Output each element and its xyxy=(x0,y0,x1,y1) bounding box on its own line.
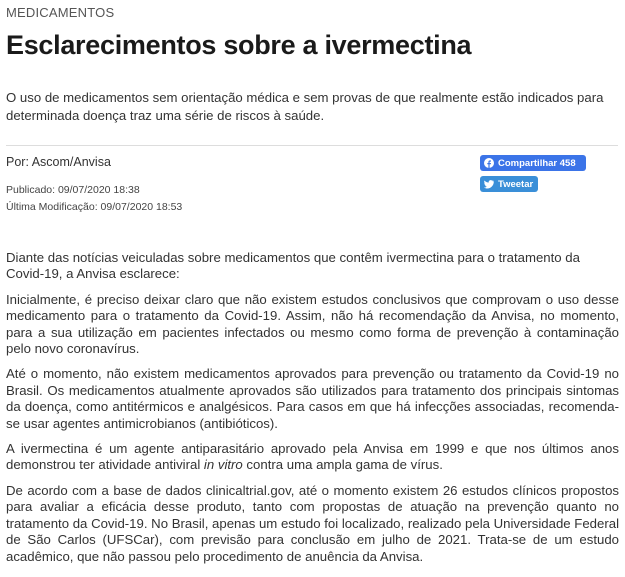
article-paragraph-4 xyxy=(6,441,619,474)
article-body xyxy=(6,250,619,574)
article-paragraph-2: Inicialmente, é preciso deixar claro que não existem estudos conclusivos que comprovam o uso desse medicamento para o tratamento da Covid-19. Assim, não há recomendação da Anvisa, no momento, para a sua utilização em pacientes infectados ou mesmo como forma de prevenção à contaminação pelo novo coronavírus. xyxy=(6,291,619,357)
article-paragraph-1: Diante das notícias veiculadas sobre medicamentos que contêm ivermectina para o tratamento da Covid-19, a Anvisa esclarece: xyxy=(6,250,580,282)
category-label[interactable]: MEDICAMENTOS xyxy=(6,5,115,20)
article-paragraph-3: Até o momento, não existem medicamentos aprovados para prevenção ou tratamento da Covid-19 no Brasil. Os medicamentos atualmente aprovados são utilizados para tratamento dos principais sintomas da doença, como antitérmicos e analgésicos. Para casos em que há infecções associadas, recomenda-se usar agentes antimicrobianos (antibióticos). xyxy=(6,366,619,431)
paragraph-4-text-start: A ivermectina é um agente antiparasitário aprovado pela Anvisa em 1999 e que nos últimos anos demonstrou ter atividade antiviral xyxy=(6,441,619,473)
header-divider xyxy=(6,145,618,146)
facebook-icon xyxy=(484,158,494,168)
facebook-share-label: Compartilhar 458 xyxy=(498,157,576,169)
paragraph-4-text-end: contra uma ampla gama de vírus. xyxy=(242,457,443,473)
author-byline: Por: Ascom/Anvisa xyxy=(6,155,111,169)
twitter-share-label: Tweetar xyxy=(498,178,534,190)
modified-date: Última Modificação: 09/07/2020 18:53 xyxy=(6,201,183,213)
in-vitro-italic: in vitro xyxy=(203,457,243,473)
twitter-icon xyxy=(484,179,494,189)
article-paragraph-5: De acordo com a base de dados clinicaltrial.gov, até o momento existem 26 estudos clínicos propostos para avaliar a eficácia desse produto, tanto com propostas de atuação na prevenção quanto no tratamento da Covid-19. No Brasil, apenas um estudo foi localizado, realizado pela Universidade Federal de São Carlos (UFSCar), com previsão para conclusão em julho de 2021. Trata-se de um estudo acadêmico, que não passou pelo procedimento de anuência da Anvisa. xyxy=(6,482,619,564)
facebook-share-button[interactable] xyxy=(480,155,586,171)
lead-paragraph: O uso de medicamentos sem orientação médica e sem provas de que realmente estão indicados para determinada doença traz uma série de riscos à saúde. xyxy=(6,90,604,123)
published-date: Publicado: 09/07/2020 18:38 xyxy=(6,184,140,196)
page-title: Esclarecimentos sobre a ivermectina xyxy=(6,30,472,60)
twitter-share-button[interactable] xyxy=(480,176,538,192)
